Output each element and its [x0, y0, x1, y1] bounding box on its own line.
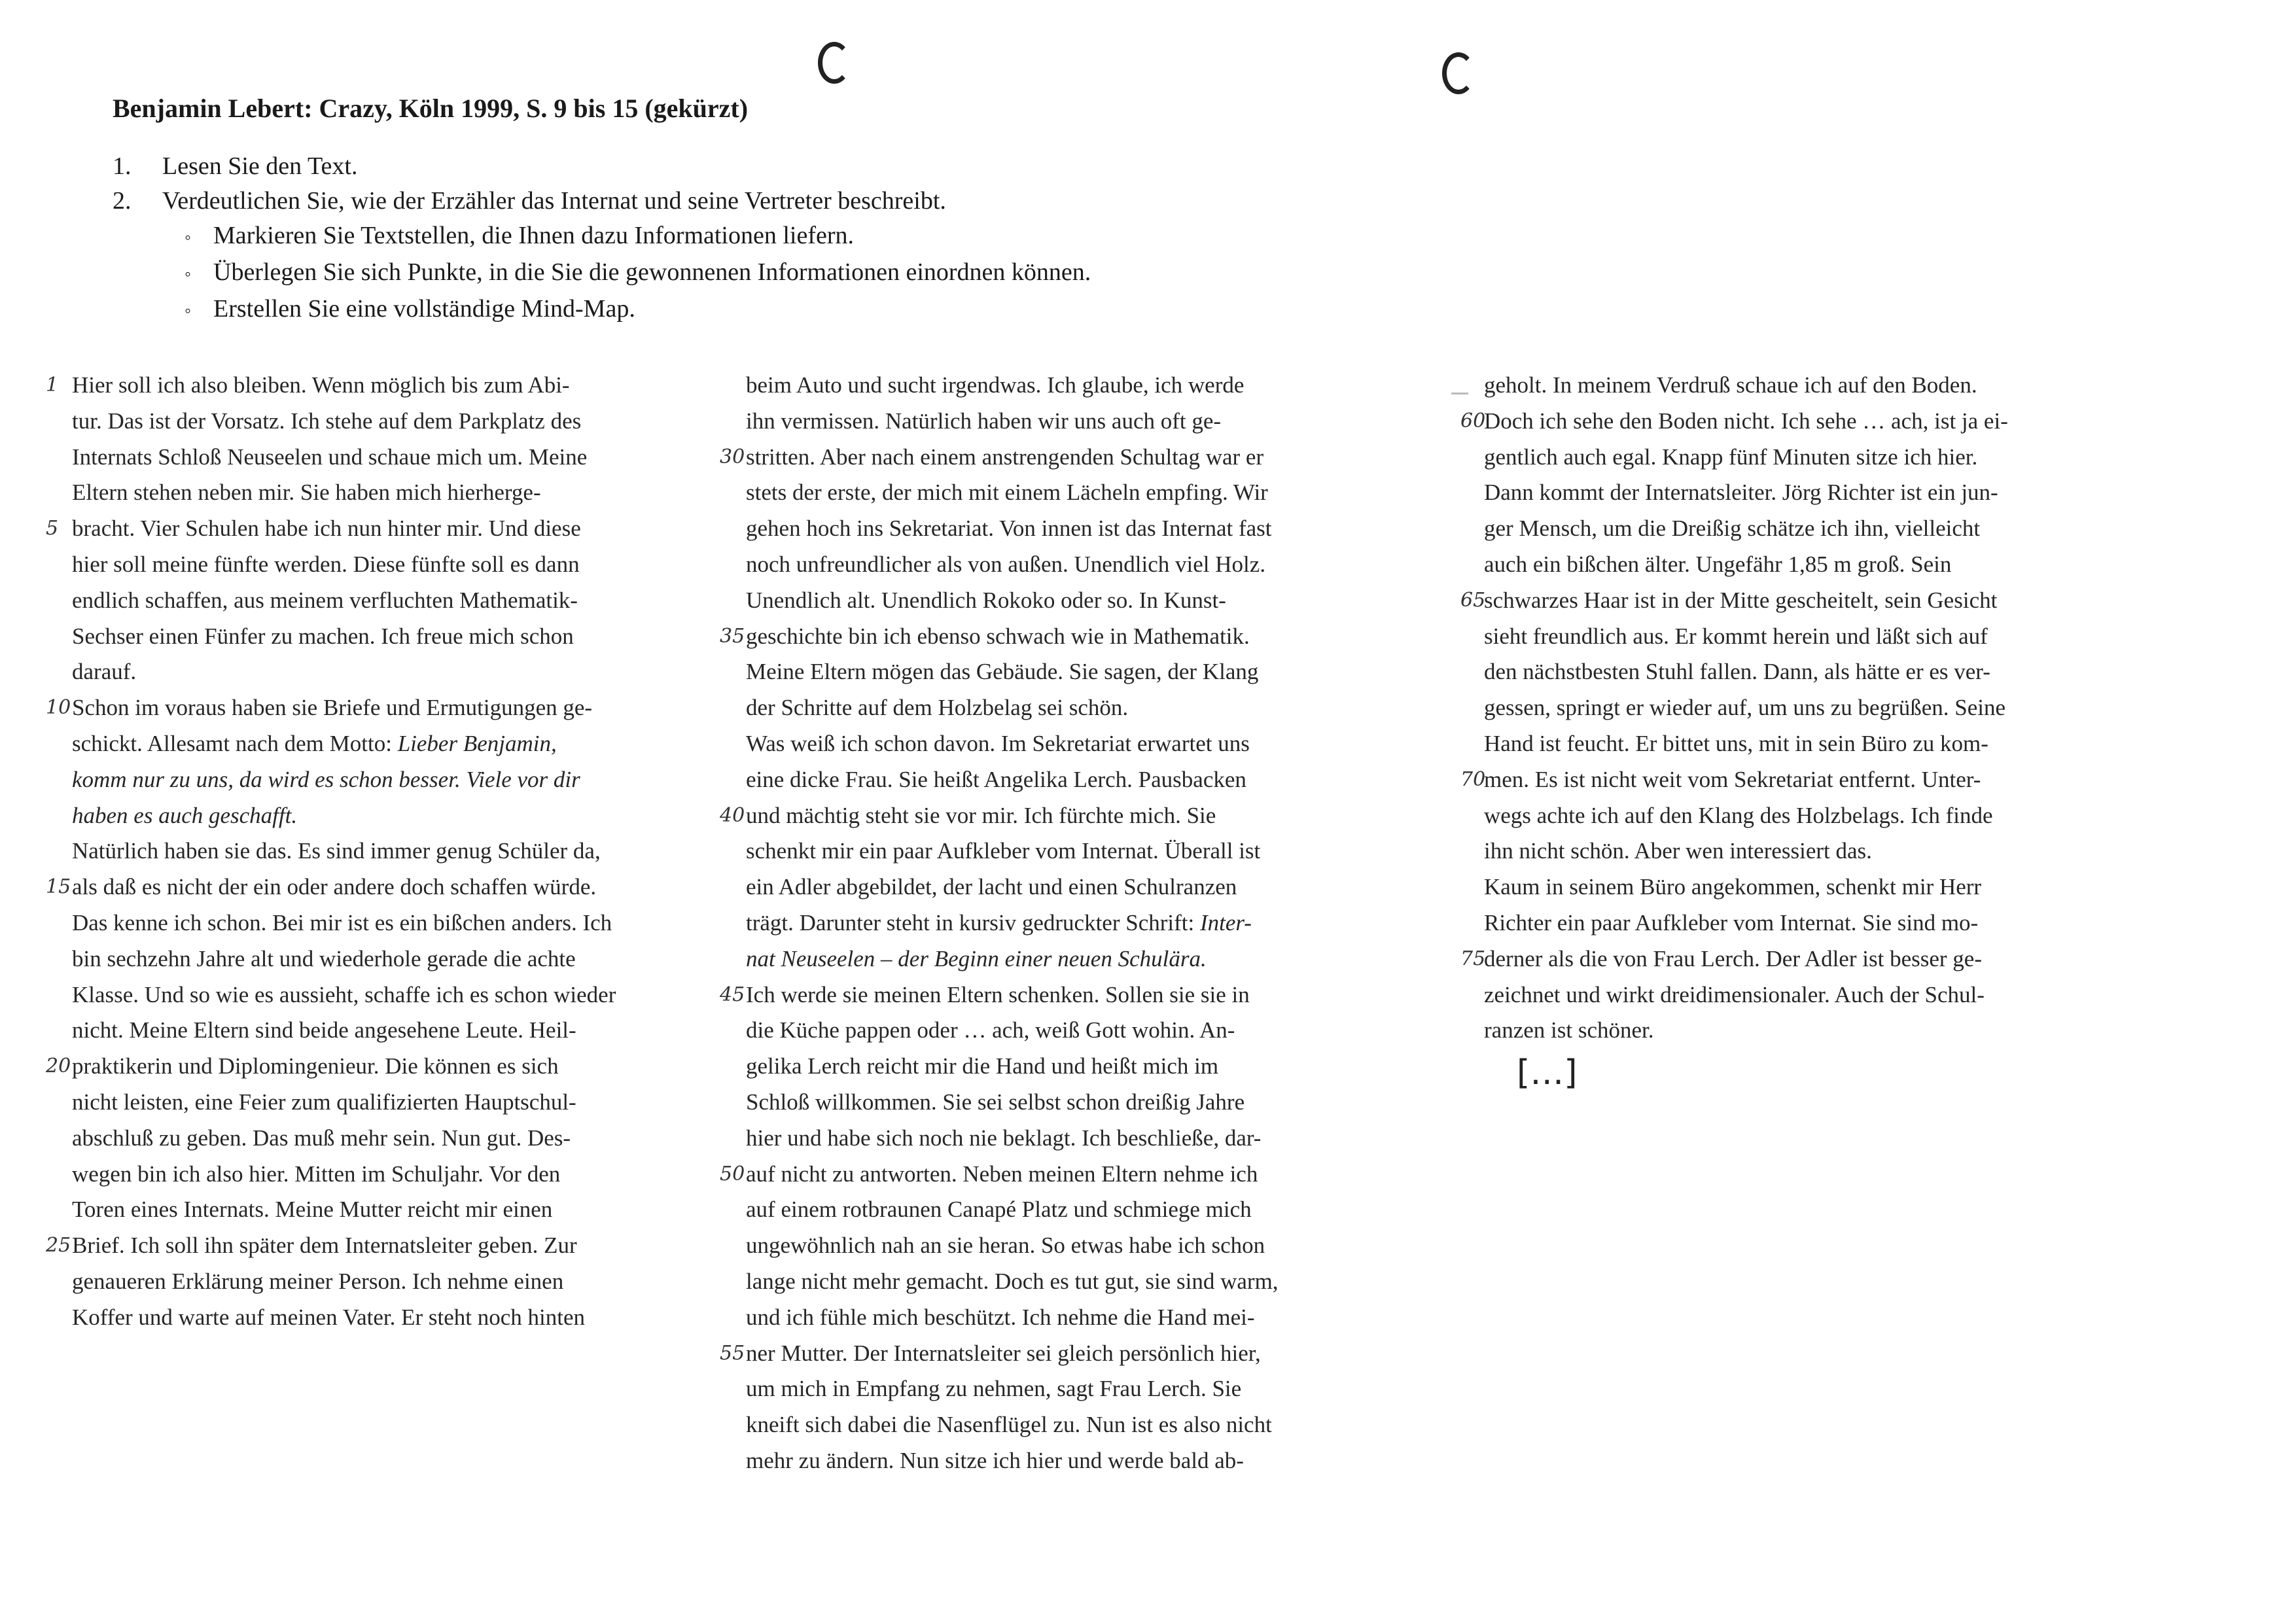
text-line: [72, 1157, 726, 1193]
text-line: [746, 1121, 1439, 1157]
line-number: 25: [46, 1234, 71, 1257]
line-number: 65: [1460, 588, 1486, 612]
line-text: Das kenne ich schon. Bei mir ist es ein bißchen anders. Ich: [72, 909, 612, 936]
line-text: kneift sich dabei die Nasenflügel zu. Nun ist es also nicht: [746, 1412, 1272, 1438]
line-text: der Schritte auf dem Holzbelag sei schön.: [746, 695, 1129, 721]
text-line: [72, 654, 726, 690]
punch-hole-left: [818, 42, 851, 84]
line-text: Brief. Ich soll ihn später dem Internatsleiter geben. Zur: [72, 1233, 577, 1259]
line-text: Meine Eltern mögen das Gebäude. Sie sagen, der Klang: [746, 659, 1259, 685]
text-line: [746, 475, 1439, 511]
text-line: [746, 1228, 1439, 1264]
line-text: tur. Das ist der Vorsatz. Ich stehe auf dem Parkplatz des: [72, 408, 582, 434]
text-line: [1484, 654, 2204, 690]
line-text: nicht. Meine Eltern sind beide angesehene Leute. Heil-: [72, 1017, 576, 1043]
text-line: [746, 1192, 1439, 1228]
line-number: 70: [1460, 767, 1486, 791]
line-text: sieht freundlich aus. Er kommt herein und läßt sich auf: [1484, 623, 1988, 649]
text-line: [1484, 619, 2204, 655]
line-text: den nächstbesten Stuhl fallen. Dann, als hätte er es ver-: [1484, 659, 1990, 685]
line-text: ihn vermissen. Natürlich haben wir uns auch oft ge-: [746, 408, 1222, 434]
page-title: Benjamin Lebert: Crazy, Köln 1999, S. 9 bis 15 (gekürzt): [113, 94, 749, 123]
line-number: 1: [46, 374, 59, 396]
line-text: schwarzes Haar ist in der Mitte gescheitelt, sein Gesicht: [1484, 587, 1998, 613]
line-text: derner als die von Frau Lerch. Der Adler ist besser ge-: [1484, 945, 1982, 971]
text-line: [720, 977, 1439, 1013]
text-line: [746, 1371, 1439, 1407]
line-text: und mächtig steht sie vor mir. Ich fürchte mich. Sie: [746, 802, 1216, 828]
text-line: [720, 440, 1439, 476]
line-text: nicht leisten, eine Feier zum qualifizierten Hauptschul-: [72, 1089, 576, 1115]
line-text: Hand ist feucht. Er bittet uns, mit in sein Büro zu kom-: [1484, 730, 1988, 756]
line-text: die Küche pappen oder … ach, weiß Gott wohin. An-: [746, 1017, 1235, 1043]
subtask-item: ◦ Erstellen Sie eine vollständige Mind-Map.: [113, 292, 1091, 328]
text-line: [720, 798, 1439, 834]
subtask-item: ◦ Überlegen Sie sich Punkte, in die Sie die gewonnenen Informationen einordnen können.: [113, 255, 1091, 292]
line-text: gentlich auch egal. Knapp fünf Minuten sitze ich hier.: [1484, 444, 1978, 470]
line-text: abschluß zu geben. Das muß mehr sein. Nun gut. Des-: [72, 1125, 571, 1151]
line-text: Schloß willkommen. Sie sei selbst schon dreißig Jahre: [746, 1089, 1245, 1115]
line-number: 40: [720, 803, 745, 827]
task-list: [113, 149, 1091, 328]
text-line: [72, 547, 726, 583]
line-text: men. Es ist nicht weit vom Sekretariat entfernt. Unter-: [1484, 766, 1981, 792]
italic-quote: Lieber Benjamin,: [397, 730, 557, 756]
line-text: geschichte bin ich ebenso schwach wie in Mathematik.: [746, 623, 1250, 649]
text-line: [72, 583, 726, 619]
line-text: gelika Lerch reicht mir die Hand und heißt mich im: [746, 1053, 1219, 1079]
line-number: 75: [1460, 947, 1486, 970]
text-line: [746, 368, 1439, 404]
text-line: [72, 941, 726, 977]
text-line: [1484, 547, 2204, 583]
text-column-3: [1460, 368, 2204, 1049]
text-line: [720, 619, 1439, 655]
line-text: gehen hoch ins Sekretariat. Von innen ist das Internat fast: [746, 516, 1272, 542]
text-line: [1484, 905, 2204, 941]
punch-hole-right: [1442, 52, 1475, 94]
text-line: [746, 869, 1439, 905]
task-item: 1. Lesen Sie den Text.: [113, 152, 358, 180]
text-line: [746, 726, 1439, 762]
line-text: und ich fühle mich beschützt. Ich nehme die Hand mei-: [746, 1304, 1255, 1330]
text-line: [1484, 511, 2204, 547]
italic-quote: Inter-: [1199, 909, 1252, 936]
text-line: [746, 1300, 1439, 1336]
line-text: Ich werde sie meinen Eltern schenken. Sollen sie sie in: [746, 981, 1250, 1007]
text-line: [746, 583, 1439, 619]
line-text: stets der erste, der mich mit einem Lächeln empfing. Wir: [746, 480, 1268, 506]
text-line: [746, 1049, 1439, 1085]
text-line: [46, 368, 726, 404]
line-text: hier soll meine fünfte werden. Diese fünfte soll es dann: [72, 551, 580, 577]
line-text: Doch ich sehe den Boden nicht. Ich sehe … ach, ist ja ei-: [1484, 408, 2008, 434]
text-line: [1484, 368, 2204, 404]
line-text: darauf.: [72, 659, 137, 685]
text-line: [746, 941, 1439, 977]
line-text: ein Adler abgebildet, der lacht und einen Schulranzen: [746, 874, 1237, 900]
text-line: [72, 619, 726, 655]
text-line: [46, 869, 726, 905]
stray-mark: [1451, 393, 1468, 394]
text-line: [1484, 869, 2204, 905]
text-column-2: [720, 368, 1439, 1479]
line-text: schenkt mir ein paar Aufkleber vom Internat. Überall ist: [746, 838, 1261, 864]
text-line: [1484, 1013, 2204, 1049]
text-line: [1460, 404, 2204, 440]
line-text: noch unfreundlicher als von außen. Unendlich viel Holz.: [746, 551, 1266, 577]
line-number: 15: [46, 875, 71, 899]
line-text: auch ein bißchen älter. Ungefähr 1,85 m groß. Sein: [1484, 551, 1952, 577]
text-line: [72, 1085, 726, 1121]
text-line: [746, 905, 1439, 941]
text-line: [1460, 762, 2204, 798]
bullet-icon: ◦: [185, 228, 191, 248]
line-number: 10: [46, 696, 71, 720]
line-text: Eltern stehen neben mir. Sie haben mich hierherge-: [72, 480, 541, 506]
text-line: [72, 1013, 726, 1049]
text-line: [1484, 798, 2204, 834]
line-text: gessen, springt er wieder auf, um uns zu begrüßen. Seine: [1484, 695, 2006, 721]
line-text: Was weiß ich schon davon. Im Sekretariat erwartet uns: [746, 730, 1250, 756]
line-text: geholt. In meinem Verdruß schaue ich auf den Boden.: [1484, 372, 1977, 398]
line-text: lange nicht mehr gemacht. Doch es tut gut, sie sind warm,: [746, 1268, 1279, 1294]
line-text: um mich in Empfang zu nehmen, sagt Frau Lerch. Sie: [746, 1376, 1242, 1402]
omission-mark: […]: [1517, 1053, 1578, 1093]
line-number: 30: [720, 445, 745, 468]
line-text: bracht. Vier Schulen habe ich nun hinter mir. Und diese: [72, 516, 581, 542]
text-line: [746, 1264, 1439, 1300]
line-text: ihn nicht schön. Aber wen interessiert das.: [1484, 838, 1872, 864]
text-line: [46, 690, 726, 726]
text-line: [746, 762, 1439, 798]
line-text: ungewöhnlich nah an sie heran. So etwas habe ich schon: [746, 1233, 1265, 1259]
text-line: [72, 977, 726, 1013]
line-text: Internats Schloß Neuseelen und schaue mich um. Meine: [72, 444, 588, 470]
text-line: [72, 833, 726, 869]
text-line: [1484, 977, 2204, 1013]
line-text: Koffer und warte auf meinen Vater. Er steht noch hinten: [72, 1304, 586, 1330]
line-text: Klasse. Und so wie es aussieht, schaffe ich es schon wieder: [72, 981, 616, 1007]
line-text: ranzen ist schöner.: [1484, 1017, 1654, 1043]
bullet-icon: ◦: [185, 301, 191, 321]
bullet-icon: ◦: [185, 264, 191, 285]
text-line: [1484, 475, 2204, 511]
text-line: [746, 511, 1439, 547]
line-text: Dann kommt der Internatsleiter. Jörg Richter ist ein jun-: [1484, 480, 1998, 506]
line-text: ger Mensch, um die Dreißig schätze ich ihn, vielleicht: [1484, 516, 1981, 542]
text-line: [46, 1228, 726, 1264]
text-line: [72, 1121, 726, 1157]
line-text: stritten. Aber nach einem anstrengenden Schultag war er: [746, 444, 1264, 470]
text-line: [746, 1013, 1439, 1049]
line-text: trägt. Darunter steht in kursiv gedruckter Schrift:: [746, 909, 1200, 936]
text-line: [746, 404, 1439, 440]
line-number: 20: [46, 1055, 71, 1078]
text-line: [72, 404, 726, 440]
line-text: wegs achte ich auf den Klang des Holzbelags. Ich finde: [1484, 802, 1993, 828]
line-text: wegen bin ich also hier. Mitten im Schuljahr. Vor den: [72, 1161, 561, 1187]
task-item: 2. Verdeutlichen Sie, wie der Erzähler das Internat und seine Vertreter beschreibt.: [113, 187, 946, 215]
text-line: [720, 1336, 1439, 1372]
line-text: eine dicke Frau. Sie heißt Angelika Lerch. Pausbacken: [746, 766, 1246, 792]
text-line: [746, 690, 1439, 726]
italic-quote: nat Neuseelen – der Beginn einer neuen Schulära.: [746, 945, 1207, 971]
line-text: genaueren Erklärung meiner Person. Ich nehme einen: [72, 1268, 564, 1294]
line-text: Schon im voraus haben sie Briefe und Ermutigungen ge-: [72, 695, 593, 721]
text-line: [1484, 440, 2204, 476]
text-line: [72, 726, 726, 762]
text-line: [746, 1443, 1439, 1479]
text-line: [72, 1300, 726, 1336]
text-line: [72, 475, 726, 511]
text-line: [46, 1049, 726, 1085]
text-line: [746, 1085, 1439, 1121]
italic-quote: haben es auch geschafft.: [72, 802, 298, 828]
line-text: mehr zu ändern. Nun sitze ich hier und werde bald ab-: [746, 1447, 1244, 1473]
line-text: Kaum in seinem Büro angekommen, schenkt mir Herr: [1484, 874, 1982, 900]
text-line: [1484, 833, 2204, 869]
line-text: endlich schaffen, aus meinem verfluchten Mathematik-: [72, 587, 578, 613]
text-line: [72, 1264, 726, 1300]
text-line: [746, 1407, 1439, 1443]
line-text: Sechser einen Fünfer zu machen. Ich freue mich schon: [72, 623, 574, 649]
line-text: auf nicht zu antworten. Neben meinen Eltern nehme ich: [746, 1161, 1258, 1187]
line-text: hier und habe sich noch nie beklagt. Ich beschließe, dar-: [746, 1125, 1262, 1151]
line-number: 55: [720, 1341, 745, 1365]
line-text: Unendlich alt. Unendlich Rokoko oder so. In Kunst-: [746, 587, 1226, 613]
text-line: [46, 511, 726, 547]
line-text: auf einem rotbraunen Canapé Platz und schmiege mich: [746, 1197, 1252, 1223]
text-line: [72, 440, 726, 476]
line-text: als daß es nicht der ein oder andere doch schaffen würde.: [72, 874, 597, 900]
text-line: [1484, 726, 2204, 762]
line-number: 60: [1460, 409, 1486, 432]
line-text: zeichnet und wirkt dreidimensionaler. Auch der Schul-: [1484, 981, 1985, 1007]
text-line: [720, 1157, 1439, 1193]
line-text: schickt. Allesamt nach dem Motto:: [72, 730, 398, 756]
line-text: Hier soll ich also bleiben. Wenn möglich bis zum Abi-: [72, 372, 570, 398]
line-number: 50: [720, 1162, 745, 1185]
line-number: 45: [720, 983, 745, 1006]
line-text: Richter ein paar Aufkleber vom Internat. Sie sind mo-: [1484, 909, 1979, 936]
italic-quote: komm nur zu uns, da wird es schon besser. Viele vor dir: [72, 766, 580, 792]
text-line: [1460, 941, 2204, 977]
line-text: ner Mutter. Der Internatsleiter sei gleich persönlich hier,: [746, 1340, 1261, 1366]
text-line: [72, 798, 726, 834]
text-line: [746, 833, 1439, 869]
line-text: praktikerin und Diplomingenieur. Die können es sich: [72, 1053, 559, 1079]
line-number: 5: [46, 517, 59, 540]
text-line: [746, 654, 1439, 690]
text-line: [72, 1192, 726, 1228]
text-line: [1484, 690, 2204, 726]
line-number: 35: [720, 624, 745, 648]
text-column-1: [46, 368, 726, 1336]
line-text: Natürlich haben sie das. Es sind immer genug Schüler da,: [72, 838, 601, 864]
line-text: bin sechzehn Jahre alt und wiederhole gerade die achte: [72, 945, 576, 971]
subtask-item: ◦ Markieren Sie Textstellen, die Ihnen dazu Informationen liefern.: [113, 219, 1091, 255]
text-line: [1460, 583, 2204, 619]
line-text: Toren eines Internats. Meine Mutter reicht mir einen: [72, 1197, 553, 1223]
line-text: beim Auto und sucht irgendwas. Ich glaube, ich werde: [746, 372, 1245, 398]
text-line: [72, 762, 726, 798]
text-line: [72, 905, 726, 941]
text-line: [746, 547, 1439, 583]
